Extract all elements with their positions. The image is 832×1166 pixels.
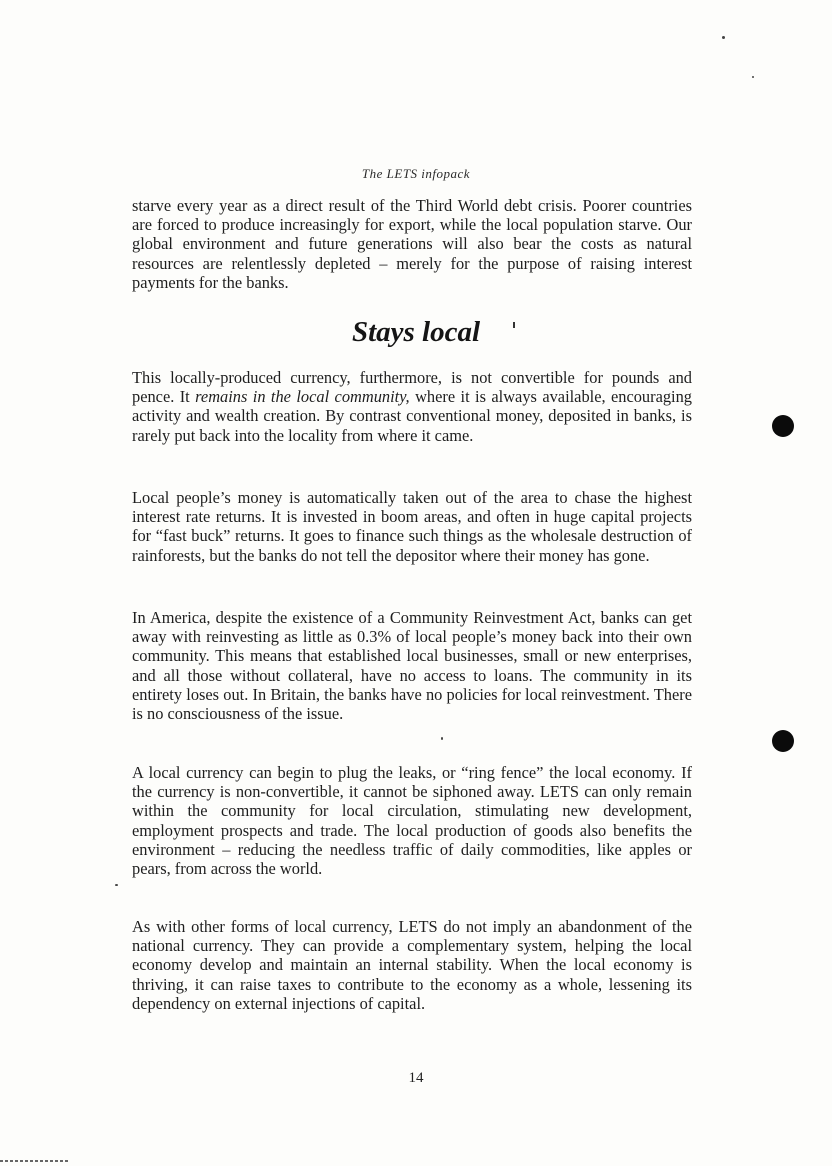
scan-speck [752,76,754,78]
paragraph-local-money: Local people’s money is automatically taken out of the area to chase the highest interest rate returns. It is invested in boom areas, and often in huge capital projects for “fast buck” returns. It goes to finance such things as the wholesale destruction of rainforests, but the banks do not tell the depositor where their money has gone. [132,488,692,565]
paragraph-other-forms: As with other forms of local currency, LETS do not imply an abandonment of the national currency. They can provide a complementary system, helping the local economy develop and maintain an internal stability. When the local economy is thriving, it can raise taxes to contribute to the economy as a whole, lessening its dependency on external injections of capital. [132,917,692,1013]
emphasis-text: remains in the local community, [195,387,410,407]
page-number: 14 [408,1070,424,1086]
paragraph-text: This locally-produced currency, furthermore, is not convertible for pounds and pence. It [132,368,692,407]
section-heading: Stays local [351,316,481,348]
paragraph-continued: starve every year as a direct result of the Third World debt crisis. Poorer countries are forced to produce increasingly for export, while the local population starve. Our global environment and future generations will also bear the costs as natural resources are relentlessly depleted – merely for the purpose of raising interest payments for the banks. [132,196,692,292]
paragraph-america: In America, despite the existence of a Community Reinvestment Act, banks can get away with reinvesting as little as 0.3% of local people’s money back into their own community. This means that established local businesses, small or new enterprises, and all those without collateral, have no access to loans. The community in its entirety loses out. In Britain, the banks have no policies for local reinvestment. There is no consciousness of the issue. [132,608,692,724]
scan-speck [722,36,725,39]
stray-mark [513,322,515,328]
scan-speck [441,737,443,740]
running-head: The LETS infopack [361,166,471,181]
punch-hole-top [772,415,794,437]
scan-edge-mark [0,1160,70,1162]
scan-speck [115,884,118,886]
paragraph-local-currency: A local currency can begin to plug the leaks, or “ring fence” the local economy. If the currency is non-convertible, it cannot be siphoned away. LETS can only remain within the community for local circulation, stimulating new development, employment prospects and trade. The local production of goods also benefits the environment – reducing the needless traffic of daily commodities, like apples or pears, from across the world. [132,763,692,879]
paragraph-stays-local [132,368,692,445]
paragraph-text: where it is always available, encouraging activity and wealth creation. By contrast conventional money, deposited in banks, is rarely put back into the locality from where it came. [132,387,692,445]
punch-hole-bottom [772,730,794,752]
